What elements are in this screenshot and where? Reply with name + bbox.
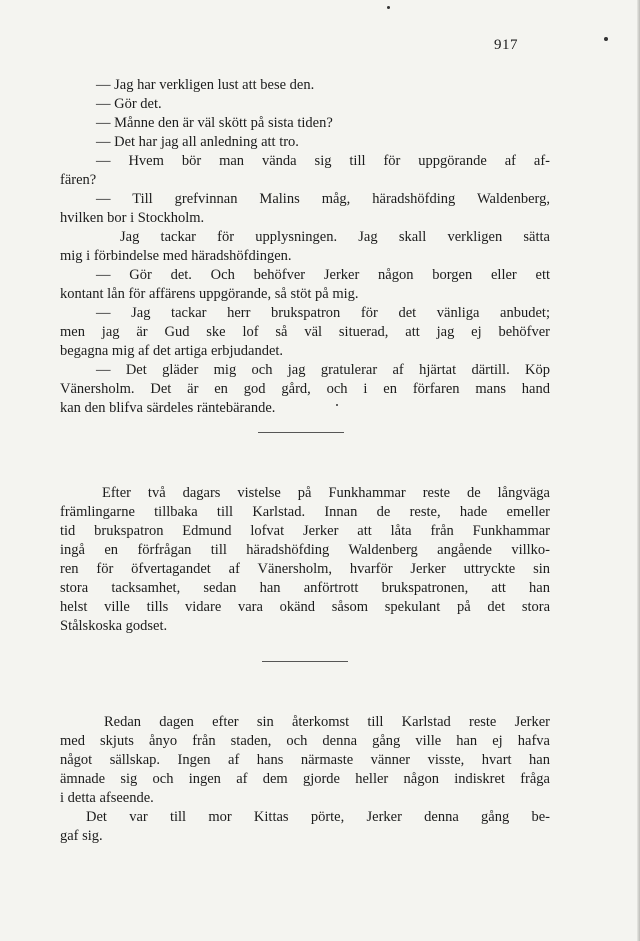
dialogue-block — [60, 76, 550, 418]
text-line: men jag är Gud ske lof så väl situerad, att jag ej behöfver — [60, 324, 550, 340]
text-line: stora tacksamhet, sedan han anförtrott brukspatronen, att han — [60, 580, 550, 596]
ink-speck — [604, 37, 608, 41]
text-line: begagna mig af det artiga erbjudandet. — [60, 343, 284, 359]
text-line: med skjuts ånyo från staden, och denna gång ville han ej hafva — [60, 733, 550, 749]
text-line: Vänersholm. Det är en god gård, och i en förfaren mans hand — [60, 381, 550, 397]
page-number: 917 — [494, 37, 518, 53]
text-line: — Jag har verkligen lust att bese den. — [96, 77, 315, 93]
text-line: ren för öfvertagandet af Vänersholm, hvarför Jerker uttryckte sin — [60, 561, 550, 577]
text-line: — Hvem bör man vända sig till för uppgörande af af- — [96, 153, 550, 169]
ink-speck — [387, 6, 390, 9]
section-divider-1 — [258, 432, 344, 433]
section-divider-2 — [262, 661, 348, 662]
text-line: Efter två dagars vistelse på Funkhammar reste de långväga — [102, 485, 550, 501]
text-line: främlingarne tillbaka till Karlstad. Innan de reste, hade emeller — [60, 504, 550, 520]
text-line: — Jag tackar herr brukspatron för det vänliga anbudet; — [96, 305, 550, 321]
text-line: kontant lån för affärens uppgörande, så stöt på mig. — [60, 286, 359, 302]
text-line: ämnade sig och ingen af dem gjorde heller någon indiskret fråga — [60, 771, 550, 787]
text-line: Det var till mor Kittas pörte, Jerker denna gång be- — [86, 809, 550, 825]
text-line: något sällskap. Ingen af hans närmaste vänner visste, hvart han — [60, 752, 550, 768]
text-line: — Månne den är väl skött på sista tiden? — [96, 115, 333, 131]
text-line: hvilken bor i Stockholm. — [60, 210, 205, 226]
text-line: Jag tackar för upplysningen. Jag skall verkligen sätta — [120, 229, 550, 245]
text-line: i detta afseende. — [60, 790, 154, 806]
text-line: — Till grefvinnan Malins måg, häradshöfding Waldenberg, — [96, 191, 550, 207]
text-line: — Det har jag all anledning att tro. — [96, 134, 299, 150]
text-line: mig i förbindelse med häradshöfdingen. — [60, 248, 292, 264]
text-line: gaf sig. — [60, 828, 103, 844]
ink-speck — [336, 404, 338, 406]
text-line: — Det gläder mig och jag gratulerar af hjärtat därtill. Köp — [96, 362, 550, 378]
text-line: helst ville tills vidare vara okänd såsom spekulant på det stora — [60, 599, 550, 615]
text-line: — Gör det. Och behöfver Jerker någon borgen eller ett — [96, 267, 550, 283]
narrative-paragraph-2 — [60, 713, 550, 846]
text-line: — Gör det. — [96, 96, 162, 112]
text-line: Stålskoska godset. — [60, 618, 168, 634]
text-line: fären? — [60, 172, 97, 188]
text-line: kan den blifva särdeles räntebärande. — [60, 400, 276, 416]
text-line: tid brukspatron Edmund lofvat Jerker att låta från Funkhammar — [60, 523, 550, 539]
narrative-paragraph-1 — [60, 484, 550, 636]
text-line: ingå en förfrågan till häradshöfding Waldenberg angående villko- — [60, 542, 550, 558]
text-line: Redan dagen efter sin återkomst till Karlstad reste Jerker — [104, 714, 550, 730]
